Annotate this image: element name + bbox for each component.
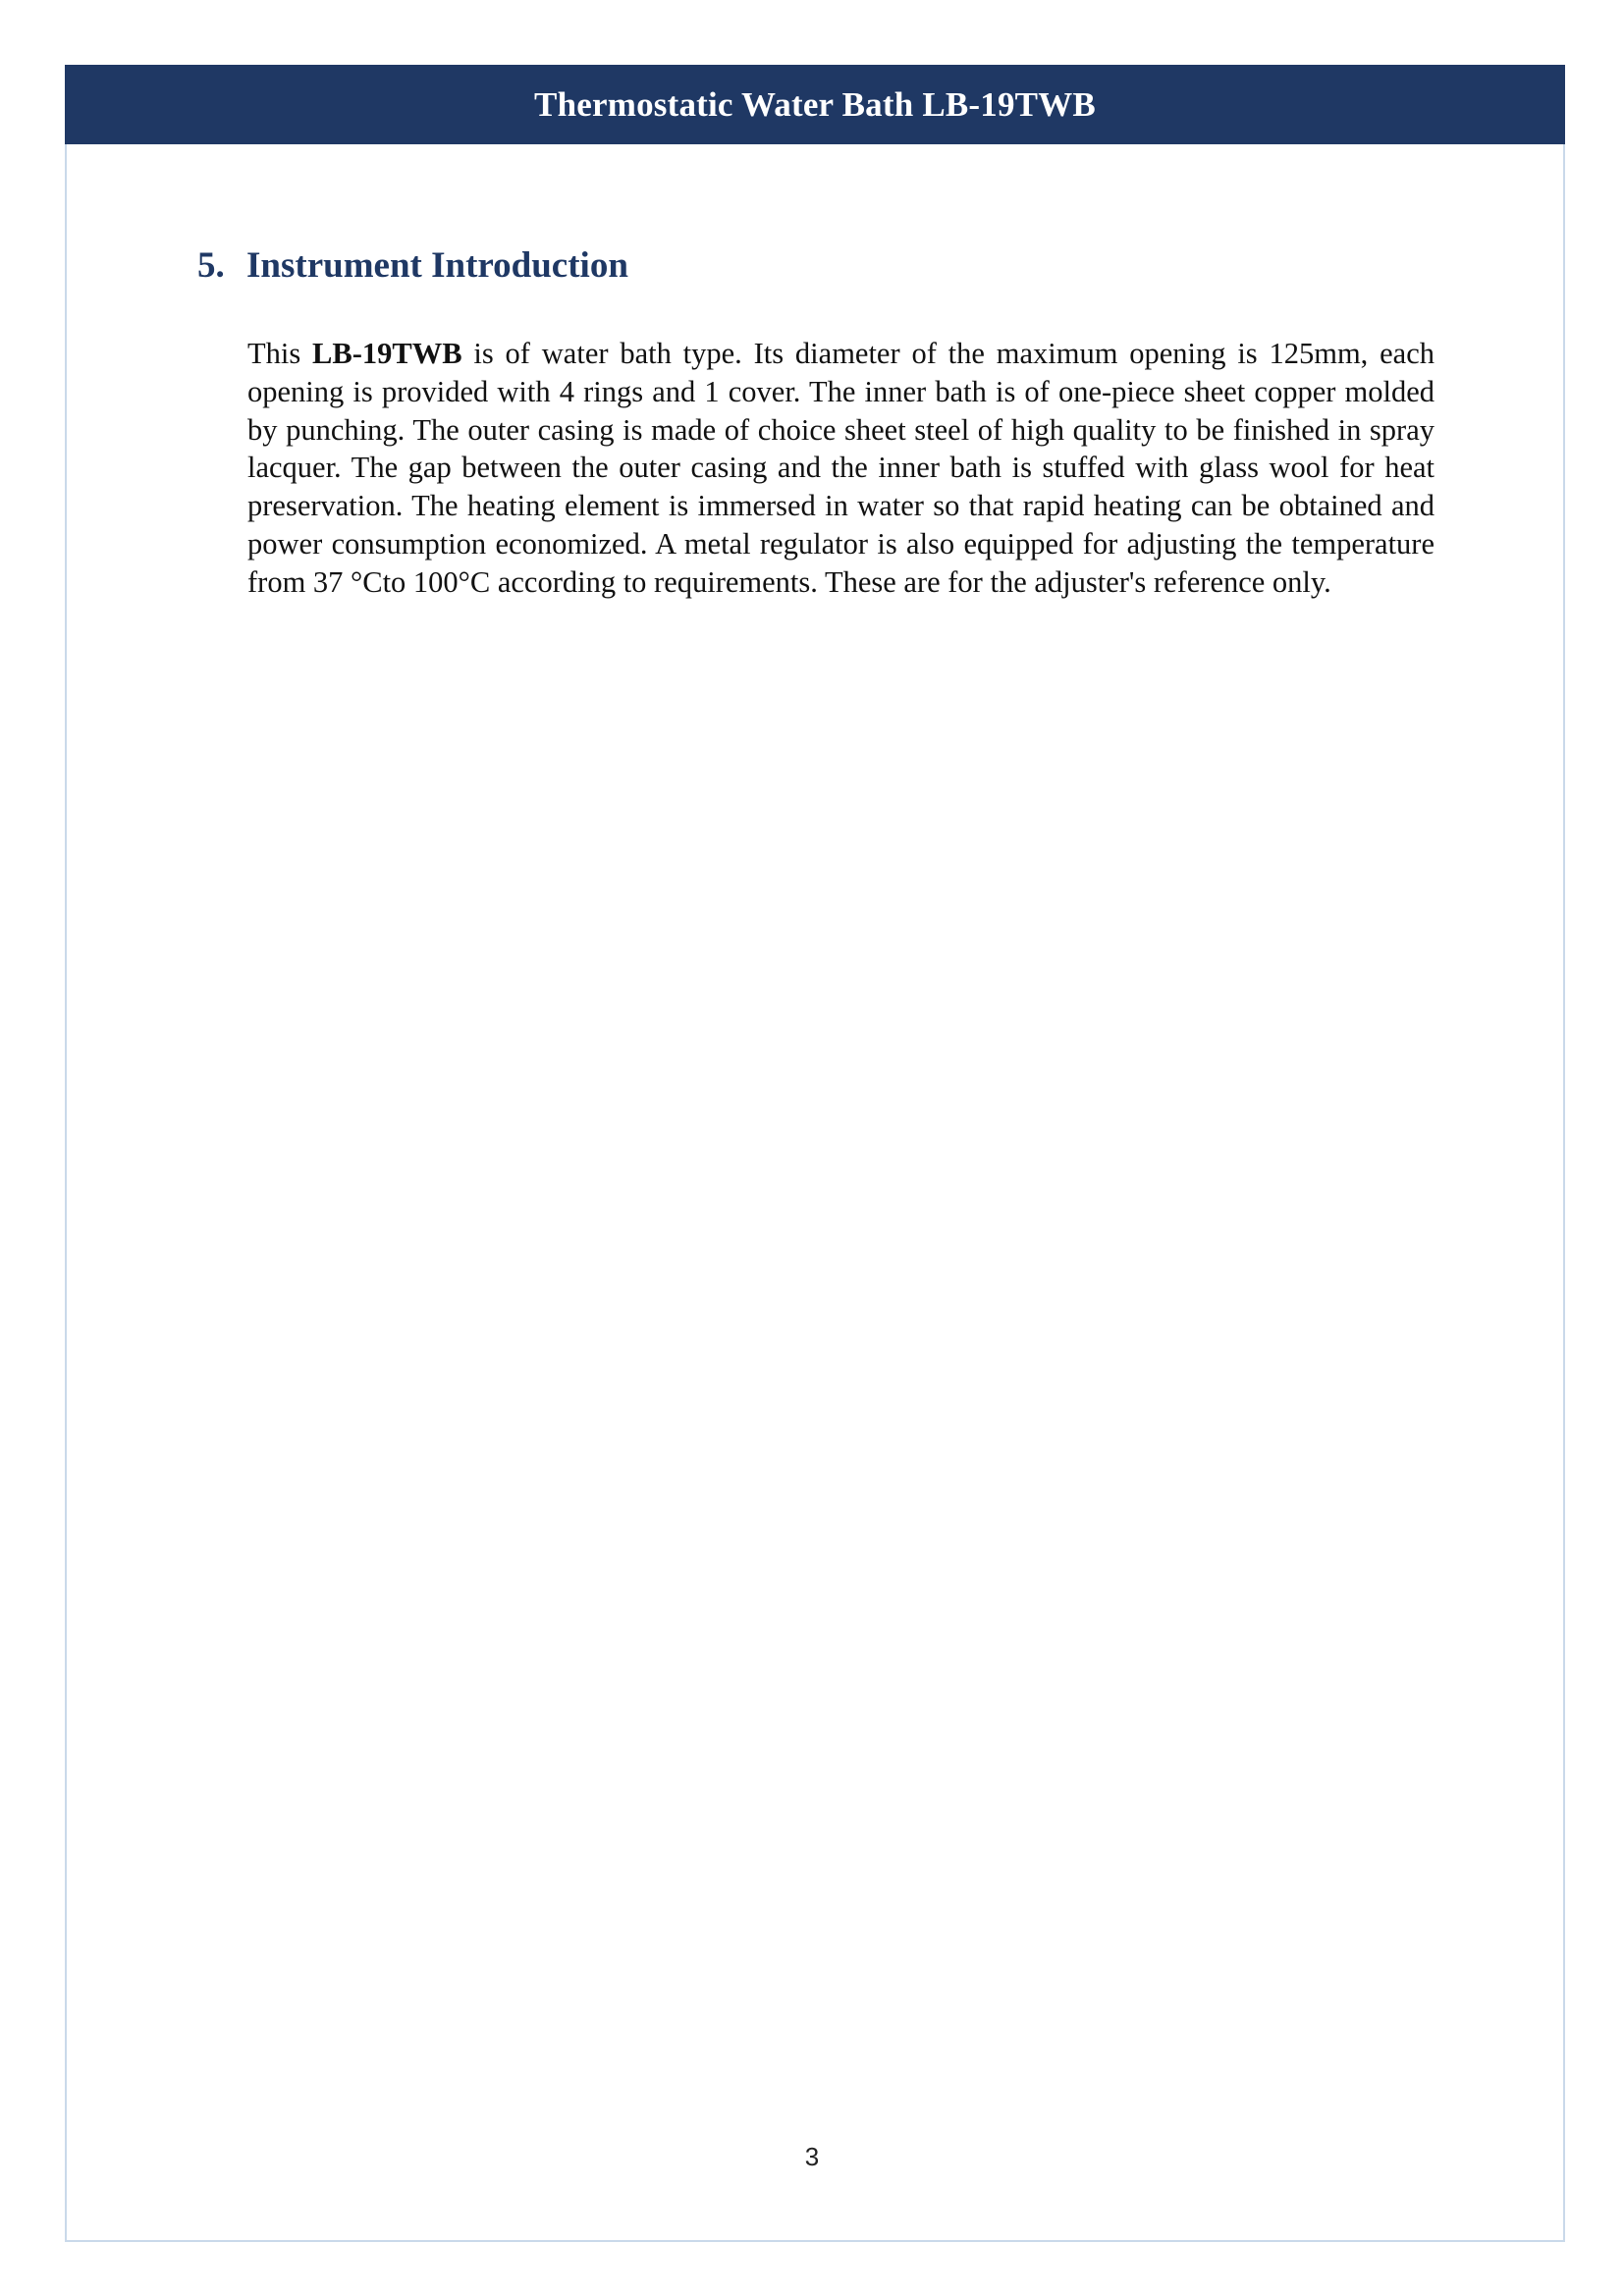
document-title: Thermostatic Water Bath LB-19TWB: [534, 84, 1096, 124]
page-number: 3: [804, 2142, 820, 2171]
section-number: 5.: [197, 245, 225, 286]
section-heading: [197, 241, 628, 291]
section-title: Instrument Introduction: [246, 245, 628, 286]
paragraph-intro: This: [247, 337, 313, 370]
body-paragraph: [247, 335, 1435, 602]
document-header: [65, 65, 1565, 144]
paragraph-text: is of water bath type. Its diameter of the maximum opening is 125mm, each opening is provided with 4 rings and 1 cover. The inner bath is of one-piece sheet copper molded by punching. The outer casing is made of choice sheet steel of high quality to be finished in spray lacquer. The gap between the outer casing and the inner bath is stuffed with glass wool for heat preservation. The heating element is immersed in water so that rapid heating can be obtained and power consumption economized. A metal regulator is also equipped for adjusting the temperature from 37 °Cto 100°C according to requirements. These are for the adjuster's reference only.: [247, 337, 1435, 599]
model-name: LB-19TWB: [312, 337, 462, 370]
